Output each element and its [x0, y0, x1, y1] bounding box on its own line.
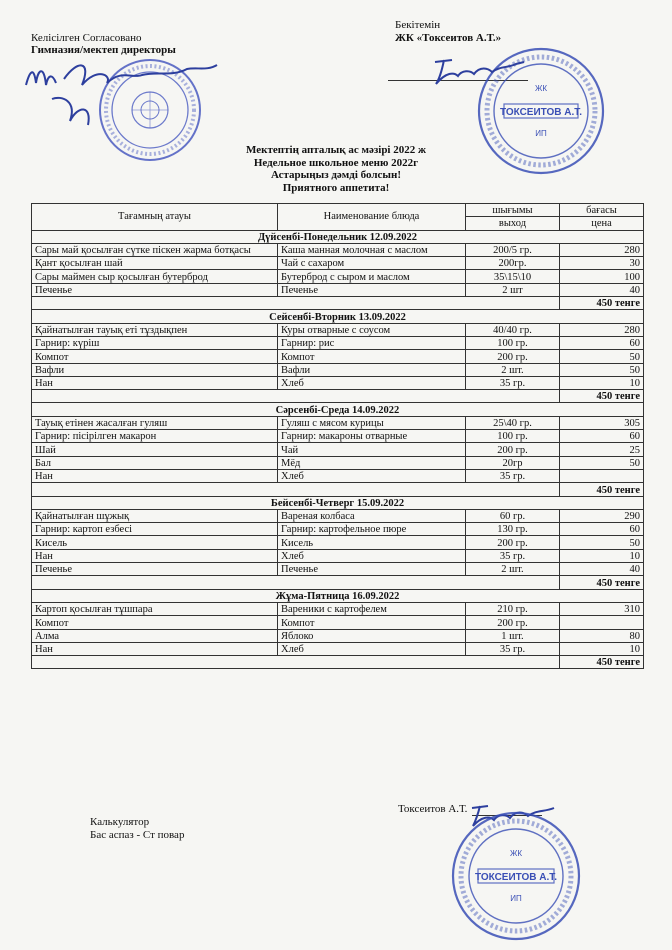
dish-name-ru: Мёд	[278, 456, 466, 469]
day-header-row	[32, 230, 644, 243]
day-header-row	[32, 589, 644, 602]
day-title: Жұма-Пятница 16.09.2022	[32, 589, 644, 602]
dish-name-ru: Чай с сахаром	[278, 257, 466, 270]
dish-price	[560, 469, 644, 482]
dish-output: 200 гр.	[466, 350, 560, 363]
dish-output: 200 гр.	[466, 443, 560, 456]
dish-price: 60	[560, 336, 644, 349]
dish-name-ru: Компот	[278, 616, 466, 629]
dish-output: 60 гр.	[466, 509, 560, 522]
dish-price	[560, 616, 644, 629]
dish-name-kz: Шай	[32, 443, 278, 456]
dish-name-ru: Хлеб	[278, 376, 466, 389]
table-row	[32, 602, 644, 615]
dish-name-kz: Алма	[32, 629, 278, 642]
day-total-row	[32, 297, 644, 310]
header-output-kz: шығымы	[466, 204, 560, 217]
table-row	[32, 257, 644, 270]
stamp-bottom-small: ЖК	[509, 849, 523, 858]
dish-name-ru: Куры отварные с соусом	[278, 323, 466, 336]
title-line4: Приятного аппетита!	[282, 181, 390, 194]
header-ru-name: Наименование блюда	[278, 204, 466, 231]
table-row	[32, 336, 644, 349]
dish-name-kz: Қайнатылған шұжық	[32, 509, 278, 522]
dish-name-ru: Вафли	[278, 363, 466, 376]
table-row	[32, 416, 644, 429]
menu-title	[0, 144, 672, 194]
dish-price: 10	[560, 642, 644, 655]
table-row	[32, 376, 644, 389]
dish-name-ru: Вареная колбаса	[278, 509, 466, 522]
dish-name-ru: Бутерброд с сыром и маслом	[278, 270, 466, 283]
dish-output: 35 гр.	[466, 549, 560, 562]
dish-price: 10	[560, 549, 644, 562]
dish-price: 60	[560, 523, 644, 536]
day-total: 450 тенге	[560, 656, 644, 669]
dish-price: 30	[560, 257, 644, 270]
dish-name-kz: Нан	[32, 376, 278, 389]
stamp-top-small: ЖК	[534, 84, 548, 93]
approval-left-line2: Гимназия/мектеп директоры	[31, 44, 176, 56]
dish-name-kz: Компот	[32, 350, 278, 363]
dish-name-kz: Сары маймен сыр қосылған бутерброд	[32, 270, 278, 283]
day-title: Сәрсенбі-Среда 14.09.2022	[32, 403, 644, 416]
table-row	[32, 616, 644, 629]
table-row	[32, 469, 644, 482]
dish-price: 280	[560, 323, 644, 336]
approval-right-line1: Бекітемін	[395, 19, 441, 31]
dish-output: 210 гр.	[466, 602, 560, 615]
table-row	[32, 523, 644, 536]
dish-price: 50	[560, 456, 644, 469]
ip-seal-stamp-bottom	[448, 808, 584, 944]
dish-name-ru: Хлеб	[278, 642, 466, 655]
dish-name-kz: Сары май қосылған сүтке піскен жарма ботқасы	[32, 243, 278, 256]
day-header-row	[32, 403, 644, 416]
dish-price: 50	[560, 536, 644, 549]
dish-name-kz: Гарнир: пісірілген макарон	[32, 430, 278, 443]
total-spacer	[32, 297, 560, 310]
dish-name-kz: Картоп қосылған тұшпара	[32, 602, 278, 615]
approval-left-line1: Келісілген Согласовано	[31, 32, 142, 44]
footer-signer: Токсеитов А.Т.	[398, 803, 468, 815]
dish-price: 100	[560, 270, 644, 283]
dish-output: 100 гр.	[466, 336, 560, 349]
dish-price: 305	[560, 416, 644, 429]
table-header-row	[32, 204, 644, 217]
table-row	[32, 363, 644, 376]
dish-output: 200 гр.	[466, 616, 560, 629]
title-line1: Мектептің апталық ас мәзірі 2022 ж	[246, 144, 426, 156]
day-total-row	[32, 576, 644, 589]
dish-price: 310	[560, 602, 644, 615]
dish-output: 40/40 гр.	[466, 323, 560, 336]
table-row	[32, 549, 644, 562]
dish-name-ru: Вареники с картофелем	[278, 602, 466, 615]
table-row	[32, 350, 644, 363]
day-total: 450 тенге	[560, 390, 644, 403]
day-header-row	[32, 496, 644, 509]
dish-name-kz: Нан	[32, 642, 278, 655]
dish-output: 130 гр.	[466, 523, 560, 536]
dish-price: 50	[560, 363, 644, 376]
dish-output: 2 шт.	[466, 363, 560, 376]
dish-output: 200 гр.	[466, 536, 560, 549]
table-row	[32, 270, 644, 283]
day-header-row	[32, 310, 644, 323]
dish-name-kz: Гарнир: күріш	[32, 336, 278, 349]
total-spacer	[32, 483, 560, 496]
dish-name-kz: Тауық етінен жасалған гуляш	[32, 416, 278, 429]
table-row	[32, 563, 644, 576]
title-line3: Астарыңыз дәмді болсын!	[270, 169, 402, 181]
director-signature	[22, 55, 222, 135]
table-row	[32, 509, 644, 522]
dish-output: 25\40 гр.	[466, 416, 560, 429]
dish-name-ru: Гуляш с мясом курицы	[278, 416, 466, 429]
dish-name-ru: Каша манная молочная с маслом	[278, 243, 466, 256]
dish-output: 200/5 гр.	[466, 243, 560, 256]
table-row	[32, 456, 644, 469]
dish-name-ru: Гарнир: рис	[278, 336, 466, 349]
dish-name-kz: Нан	[32, 469, 278, 482]
approval-right-line2: ЖК «Токсеитов А.Т.»	[395, 32, 502, 44]
title-line2: Недельное школьное меню 2022г	[253, 156, 419, 169]
dish-price: 25	[560, 443, 644, 456]
dish-output: 35\15\10	[466, 270, 560, 283]
stamp-top-bottom-small: ИП	[535, 129, 547, 138]
table-row	[32, 430, 644, 443]
dish-price: 50	[560, 350, 644, 363]
day-total-row	[32, 483, 644, 496]
stamp-top-name: ТОКСЕИТОВ А.Т.	[499, 107, 583, 118]
header-price-kz: бағасы	[560, 204, 644, 217]
dish-name-kz: Қант қосылған шай	[32, 257, 278, 270]
footer-chef: Бас аспаз - Ст повар	[90, 829, 185, 841]
table-row	[32, 642, 644, 655]
total-spacer	[32, 390, 560, 403]
dish-name-ru: Компот	[278, 350, 466, 363]
dish-price: 290	[560, 509, 644, 522]
table-row	[32, 323, 644, 336]
table-row	[32, 243, 644, 256]
dish-name-kz: Печенье	[32, 283, 278, 296]
dish-name-ru: Яблоко	[278, 629, 466, 642]
dish-name-ru: Гарнир: картофельное пюре	[278, 523, 466, 536]
dish-price: 280	[560, 243, 644, 256]
total-spacer	[32, 656, 560, 669]
dish-output: 2 шт.	[466, 563, 560, 576]
dish-output: 35 гр.	[466, 376, 560, 389]
day-total: 450 тенге	[560, 483, 644, 496]
dish-price: 60	[560, 430, 644, 443]
dish-name-ru: Чай	[278, 443, 466, 456]
dish-price: 40	[560, 283, 644, 296]
dish-output: 35 гр.	[466, 469, 560, 482]
dish-name-kz: Кисель	[32, 536, 278, 549]
table-row	[32, 443, 644, 456]
dish-name-ru: Хлеб	[278, 549, 466, 562]
day-title: Бейсенбі-Четверг 15.09.2022	[32, 496, 644, 509]
dish-name-ru: Хлеб	[278, 469, 466, 482]
dish-output: 35 гр.	[466, 642, 560, 655]
total-spacer	[32, 576, 560, 589]
day-total: 450 тенге	[560, 297, 644, 310]
dish-name-kz: Гарнир: картоп езбесі	[32, 523, 278, 536]
day-total-row	[32, 390, 644, 403]
day-title: Дүйсенбі-Понедельник 12.09.2022	[32, 230, 644, 243]
dish-name-kz: Вафли	[32, 363, 278, 376]
dish-price: 80	[560, 629, 644, 642]
dish-name-ru: Печенье	[278, 563, 466, 576]
dish-name-ru: Кисель	[278, 536, 466, 549]
dish-output: 2 шт	[466, 283, 560, 296]
dish-name-kz: Нан	[32, 549, 278, 562]
table-row	[32, 283, 644, 296]
dish-price: 40	[560, 563, 644, 576]
footer-calculator: Калькулятор	[90, 816, 150, 828]
dish-output: 1 шт.	[466, 629, 560, 642]
dish-name-kz: Компот	[32, 616, 278, 629]
header-price-ru: цена	[560, 217, 644, 230]
dish-price: 10	[560, 376, 644, 389]
day-title: Сейсенбі-Вторник 13.09.2022	[32, 310, 644, 323]
stamp-bottom-bottom-small: ИП	[510, 894, 522, 903]
table-row	[32, 629, 644, 642]
header-kz-name: Тағамның атауы	[32, 204, 278, 231]
dish-output: 100 гр.	[466, 430, 560, 443]
dish-output: 20гр	[466, 456, 560, 469]
entrepreneur-signature-top	[430, 52, 530, 92]
dish-name-ru: Печенье	[278, 283, 466, 296]
stamp-bottom-name: ТОКСЕИТОВ А.Т.	[474, 872, 558, 883]
menu-table	[31, 203, 644, 669]
dish-output: 200гр.	[466, 257, 560, 270]
dish-name-kz: Қайнатылған тауық еті тұздықпен	[32, 323, 278, 336]
table-row	[32, 536, 644, 549]
header-output-ru: выход	[466, 217, 560, 230]
dish-name-kz: Бал	[32, 456, 278, 469]
day-total: 450 тенге	[560, 576, 644, 589]
day-total-row	[32, 656, 644, 669]
dish-name-kz: Печенье	[32, 563, 278, 576]
dish-name-ru: Гарнир: макароны отварные	[278, 430, 466, 443]
